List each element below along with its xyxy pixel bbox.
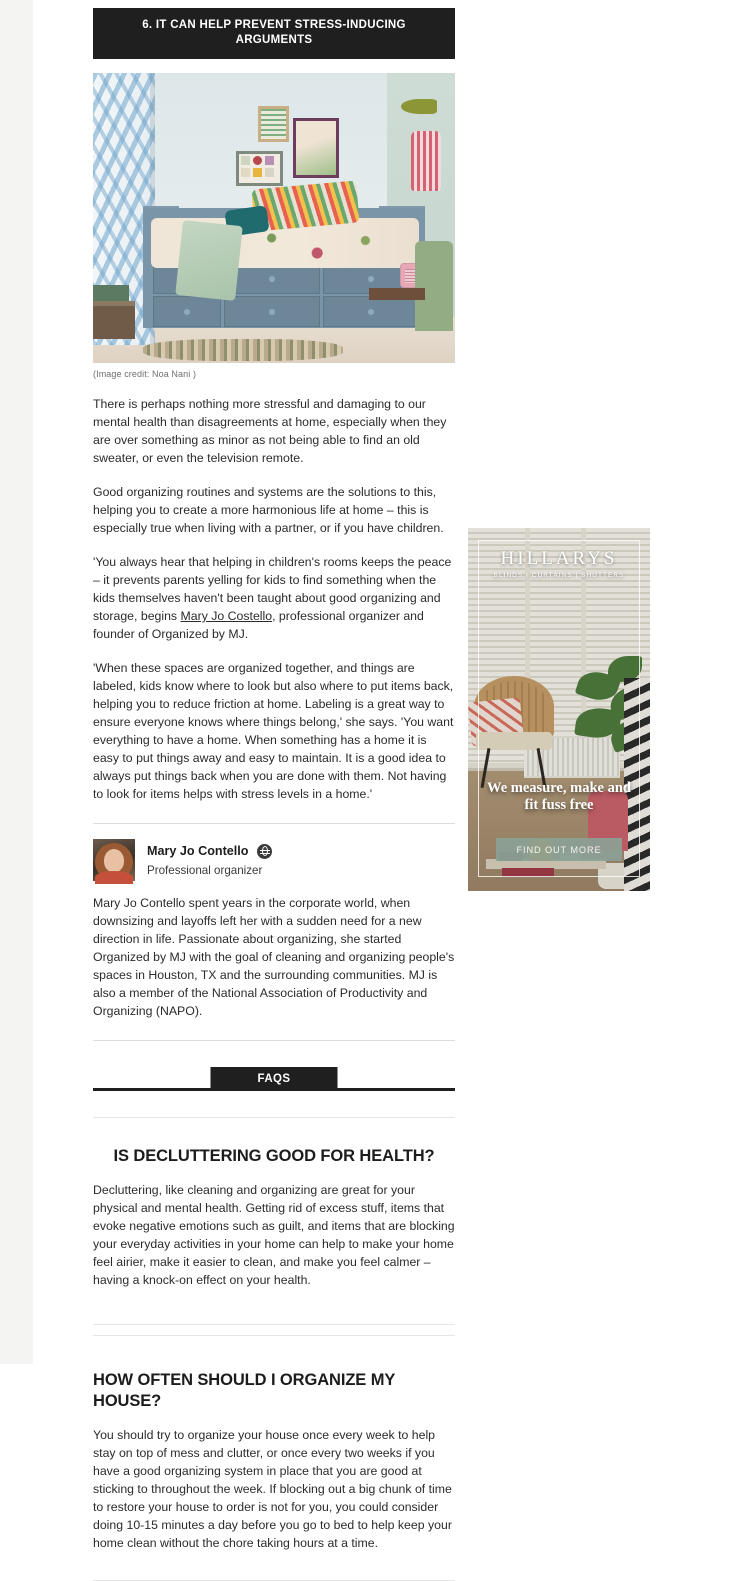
- avatar: [93, 839, 135, 881]
- hero-knitted-throw: [175, 220, 243, 301]
- hero-bed-drawer: [224, 296, 320, 327]
- expert-quote-body: 'When these spaces are organized together, and things are labeled, kids know where to look but also where to put items back, helping you to reduce friction at home. Labeling is a great way to ensure everyone knows where things belong,' she says. 'You want everything to have a home. When something has a home it is easy to put things away and easy to maintain. It is a good idea to always put things back when you are done with them. Not having to look for items helps with stress levels in a home.': [93, 661, 454, 801]
- faq-question: HOW OFTEN SHOULD I ORGANIZE MY HOUSE?: [93, 1371, 395, 1410]
- hero-wall-art-2: [293, 118, 339, 178]
- hero-vintage-trunk: [93, 301, 135, 339]
- advertisement-hillarys[interactable]: [468, 528, 650, 891]
- section-heading-banner: 6. IT CAN HELP PREVENT STRESS-INDUCING ARGUMENTS: [93, 8, 455, 59]
- faq-item: [93, 1146, 455, 1289]
- quote-text-after-link: , professional organizer and founder of Organized by MJ.: [93, 609, 424, 641]
- hero-wooden-stool: [369, 288, 425, 300]
- expert-quote-intro: [93, 553, 455, 643]
- bio-top-divider: [93, 823, 455, 824]
- bio-name-row: [147, 844, 272, 859]
- author-bio-card: [93, 839, 455, 1020]
- hero-green-chair: [415, 241, 453, 331]
- hero-bed-drawer: [153, 296, 221, 327]
- quote-text-before-link: 'You always hear that helping in children's rooms keeps the peace – it prevents parents yelling for kids to find something when the kids themselves haven't been taught about good organizing and storage, begins: [93, 555, 452, 623]
- hero-image-childrens-bedroom: [93, 73, 455, 363]
- ad-border-frame: [478, 540, 640, 877]
- article-column: [93, 0, 455, 1581]
- bio-meta: [147, 844, 272, 877]
- globe-icon[interactable]: [257, 844, 272, 859]
- ad-brand-subtitle: BLINDS | CURTAINS | SHUTTERS: [493, 572, 625, 579]
- page-left-gutter: [0, 0, 33, 1364]
- faq-answer: You should try to organize your house once every week to help stay on top of mess and clutter, or once every two weeks if you have a good organizing system in place that you are good at sticking to throughout the week. If blocking out a big chunk of time to restore your house to order is not for you, you could consider doing 10-15 minutes a day before you go to bed to help keep your home clean without the chore taking hours at a time.: [93, 1428, 452, 1550]
- faq-top-divider: [93, 1040, 455, 1041]
- image-credit: (Image credit: Noa Nani ): [93, 369, 197, 379]
- hero-fish-ornament: [401, 99, 437, 114]
- bio-description: Mary Jo Contello spent years in the corporate world, when downsizing and layoffs left her with a sudden need for a new direction in life. Passionate about organizing, she started Organized by MJ with the goal of cleaning and organizing people's spaces in Houston, TX and the surrounding communities. MJ is also a member of the National Association of Productivity and Organizing (NAPO).: [93, 896, 455, 1018]
- faq-question: IS DECLUTTERING GOOD FOR HEALTH?: [113, 1147, 435, 1165]
- bio-name: Mary Jo Contello: [147, 844, 249, 858]
- expert-profile-link[interactable]: Mary Jo Costello: [180, 609, 273, 623]
- hero-rug: [143, 339, 343, 361]
- hero-hanging-robe: [411, 131, 441, 191]
- article-paragraph: There is perhaps nothing more stressful and damaging to our mental health than disagreements at home, especially when they are over something as minor as not being able to find an old sweater, or even the television remote.: [93, 397, 447, 465]
- ad-tagline: We measure, make and fit fuss free: [487, 780, 631, 813]
- faq-tab-header: [93, 1061, 455, 1091]
- faq-answer: Decluttering, like cleaning and organizing are great for your physical and mental health. Getting rid of excess stuff, items that evoke negative emotions such as guilt, and items that are blocking your everyday activities in your home can help to make your home feel airier, make it easier to clean, and make you feel calmer – having a knock-on effect on your health.: [93, 1183, 455, 1287]
- bio-role: Professional organizer: [147, 863, 263, 877]
- hero-wall-art-1: [258, 106, 289, 142]
- hero-bed-drawer: [323, 296, 419, 327]
- ad-brand-logo: HILLARYS: [500, 548, 618, 569]
- article-paragraph: Good organizing routines and systems are the solutions to this, helping you to create a more harmonious life at home – this is especially true when living with a partner, or if you have children.: [93, 485, 444, 535]
- hero-wall-art-3: [236, 151, 283, 186]
- tab-faqs[interactable]: FAQS: [211, 1067, 338, 1091]
- faq-item: [93, 1370, 455, 1552]
- bio-header-row: [93, 839, 455, 881]
- ad-cta-button[interactable]: FIND OUT MORE: [496, 838, 622, 861]
